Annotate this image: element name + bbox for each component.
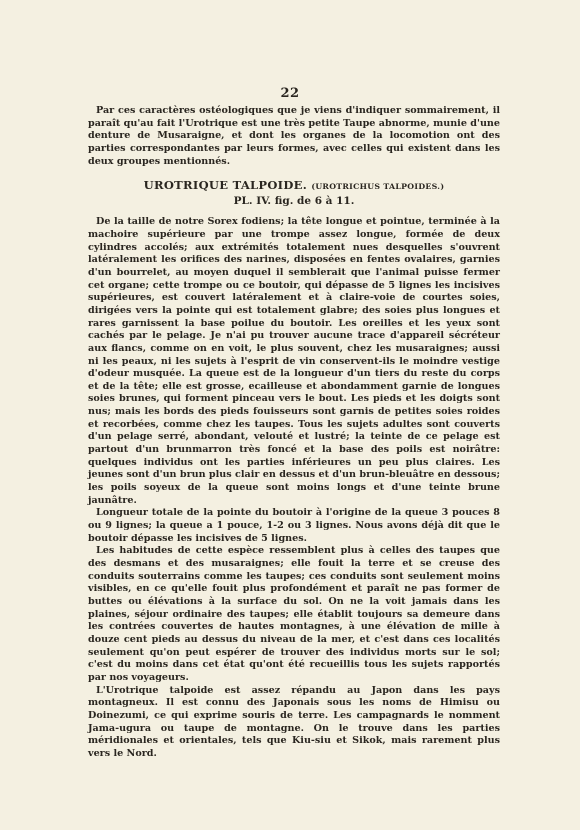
plate-reference: PL. IV. fig. de 6 à 11. — [233, 195, 355, 208]
species-heading — [88, 178, 500, 208]
page-number: 22 — [280, 86, 300, 101]
measurements-paragraph: Longueur totale de la pointe du boutoir à l'origine de la queue 3 pouces 8 ou 9 lignes; la queue a 1 pouce, 1-2 ou 3 lignes. Nous avons déjà dit que le boutoir dépasse les incisives de 5 lignes. — [88, 507, 500, 544]
distribution-paragraph: L'Urotrique talpoide est assez répandu au Japon dans les pays montagneux. Il est connu des Japonais sous les noms de Himisu ou Doinezumi, ce qui exprime souris de terre. Les campagnards le nomment Jama-ugura ou taupe de montagne. On le trouve dans les parties méridionales et orientales, tels que Kiu-siu et Sikok, mais rarement plus vers le Nord. — [88, 684, 500, 759]
species-latin-name: (UROTRICHUS TALPOIDES.) — [311, 182, 445, 192]
habits-paragraph: Les habitudes de cette espèce ressemblent plus à celles des taupes que des desmans et des musaraignes; elle fouit la terre et se creuse des conduits souterrains comme les taupes; ces conduits sont seulement moins visibles, en ce qu'elle fouit plus profondément et paraît ne pas former de buttes ou élévations à la surface du sol. On ne la voit jamais dans les plaines, séjour ordinaire des taupes; elle établit toujours sa demeure dans les contrées couvertes de hautes montagnes, à une élévation de mille à douze cent pieds au dessus du niveau de la mer, et c'est dans ces localités seulement qu'on peut espérer de trouver des individus morts sur le sol; c'est du moins dans cet état qu'ont été recueillis tous les sujets rapportés par nos voyageurs. — [88, 545, 500, 683]
intro-paragraph: Par ces caractères ostéologiques que je viens d'indiquer sommairement, il paraît qu'au fait l'Urotrique est une très petite Taupe abnorme, munie d'une denture de Musaraigne, et dont les organes de la locomotion ont des parties correspondantes par leurs formes, avec celles qui existent dans les deux groupes mentionnés. — [88, 105, 500, 167]
species-title-line — [88, 178, 500, 194]
description-paragraph: De la taille de notre Sorex fodiens; la tête longue et pointue, terminée à la machoire supérieure par une trompe assez longue, formée de deux cylindres accolés; aux extrémités totalement nues desquelles s'ouvrent latéralement les orifices des narines, disposées en fentes ovalaires, garnies d'un bourrelet, au moyen duquel il semblerait que l'animal puisse fermer cet organe; cette trompe ou ce boutoir, qui dépasse de 5 lignes les incisives supérieures, est couvert latéralement et à claire-voie de courtes soies, dirigées vers la pointe qui est totalement glabre; des soies plus longues et rares garnissent la base poilue du boutoir. Les oreilles et les yeux sont cachés par le pelage. Je n'ai pu trouver aucune trace d'appareil sécréteur aux flancs, comme on en voit, le plus souvent, chez les musaraignes; aussi ni les peaux, ni les sujets à l'esprit de vin conservent-ils le moindre vestige d'odeur musquée. La queue est de la longueur d'un tiers du reste du corps et de la tête; elle est grosse, ecailleuse et abondamment garnie de longues soies brunes, qui forment pinceau vers le bout. Les pieds et les doigts sont nus; mais les bords des pieds fouisseurs sont garnis de petites soies roides et recorbées, comme chez les taupes. Tous les sujets adultes sont couverts d'un pelage serré, abondant, velouté et lustré; la teinte de ce pelage est partout d'un brunmarron très foncé et la base des poils est noirâtre: quelques individus ont les parties inférieures un peu plus claires. Les jeunes sont d'un brun plus clair en dessus et d'un brun-bleuâtre en dessous; les poils soyeux de la queue sont moins longs et d'une teinte brune jaunâtre. — [88, 216, 500, 506]
species-title: UROTRIQUE TALPOIDE. — [143, 178, 308, 193]
page-body — [88, 105, 500, 761]
